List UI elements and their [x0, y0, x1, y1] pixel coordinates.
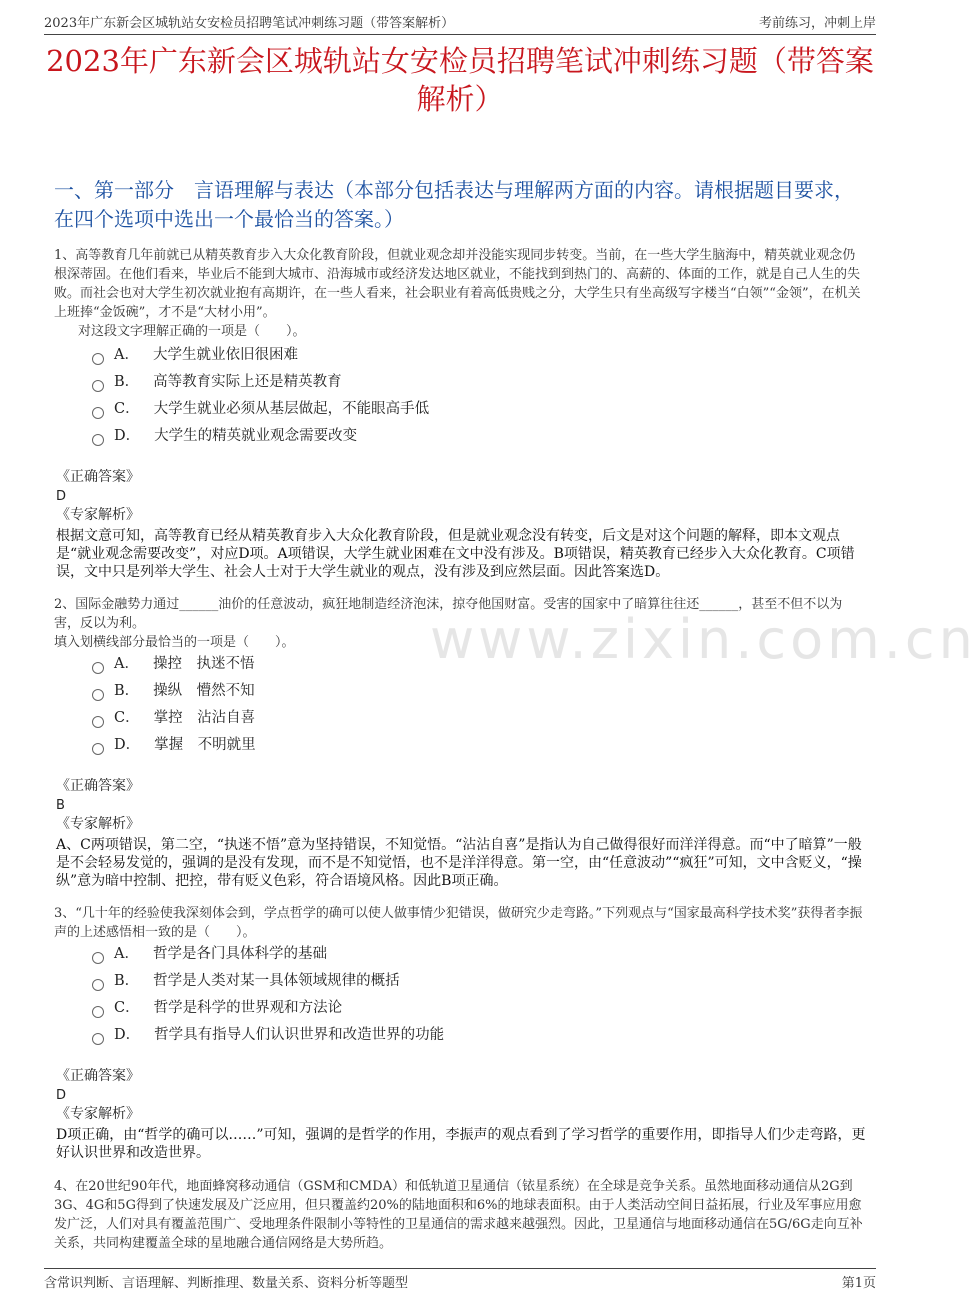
question-prompt: 对这段文字理解正确的一项是（ ）。: [78, 324, 306, 339]
option-b[interactable]: [92, 369, 429, 396]
option-a[interactable]: [92, 941, 444, 968]
question-stem-text: 2、国际金融势力通过______油价的任意波动，疯狂地制造经济泡沫，掠夺他国财富。受害的国家中了暗算往往还______，甚至不但不以为害，反以为利。: [54, 597, 843, 631]
question-2-stem: [54, 595, 868, 652]
radio-icon[interactable]: [92, 689, 104, 701]
option-key: D．: [114, 428, 141, 444]
watermark: www.zixin.com.cn: [430, 608, 977, 671]
answer-tag: 《正确答案》: [56, 1068, 140, 1084]
radio-icon[interactable]: [92, 407, 104, 419]
question-stem-text: 3、“几十年的经验使我深刻体会到，学点哲学的确可以使人做事情少犯错误，做研究少走弯路。”下列观点与“国家最高科学技术奖”获得者李振声的上述感悟相一致的是（ ）。: [54, 906, 863, 940]
option-text: 操控 执迷不悟: [152, 656, 255, 672]
question-2-answer: [56, 777, 866, 834]
option-key: C．: [114, 1000, 140, 1016]
question-1-options: [92, 342, 429, 450]
option-text: 大学生的精英就业观念需要改变: [154, 428, 358, 444]
explain-tag: 《专家解析》: [56, 507, 140, 523]
option-text: 哲学是科学的世界观和方法论: [153, 1000, 343, 1016]
radio-icon[interactable]: [92, 952, 104, 964]
option-text: 哲学具有指导人们认识世界和改造世界的功能: [154, 1027, 445, 1043]
option-text: 哲学是人类对某一具体领域规律的概括: [153, 973, 400, 989]
option-key: D．: [114, 1027, 141, 1043]
question-3-stem: [54, 904, 868, 942]
radio-icon[interactable]: [92, 380, 104, 392]
radio-icon[interactable]: [92, 434, 104, 446]
option-a[interactable]: [92, 651, 256, 678]
question-stem-text: 1、高等教育几年前就已从精英教育步入大众化教育阶段，但就业观念却并没能实现同步转变。当前，在一些大学生脑海中，精英就业观念仍根深蒂固。在他们看来，毕业后不能到大城市、沿海城市或经济发达地区就业，不能找到到热门的、高薪的、体面的工作，就是自己人生的失败。而社会也对大学生初次就业抱有高期许，在一些人看来，社会职业有着高低贵贱之分，大学生只有坐高级写字楼当“白领”“金领”，在机关上班捧“金饭碗”，才不是“大材小用”。: [54, 248, 861, 320]
option-key: A．: [114, 347, 139, 363]
question-1-answer: [56, 468, 866, 525]
option-text: 高等教育实际上还是精英教育: [153, 374, 342, 390]
option-key: B．: [114, 683, 140, 699]
option-c[interactable]: [92, 396, 429, 423]
explain-tag: 《专家解析》: [56, 816, 140, 832]
header-slogan: 考前练习，冲刺上岸: [758, 16, 876, 31]
radio-icon[interactable]: [92, 716, 104, 728]
header-doc-title: 2023年广东新会区城轨站女安检员招聘笔试冲刺练习题（带答案解析）: [44, 16, 455, 31]
radio-icon[interactable]: [92, 353, 104, 365]
option-key: B．: [114, 973, 140, 989]
page-number: 第1页: [841, 1276, 876, 1291]
answer-value: D: [56, 1088, 67, 1103]
radio-icon[interactable]: [92, 743, 104, 755]
question-2-options: [92, 651, 256, 759]
option-key: A．: [114, 656, 139, 672]
question-1-stem: [54, 246, 868, 341]
answer-tag: 《正确答案》: [56, 469, 140, 485]
option-d[interactable]: [92, 1022, 444, 1049]
question-4-stem: [54, 1177, 868, 1253]
section-heading: 一、第一部分 言语理解与表达（本部分包括表达与理解两方面的内容。请根据题目要求，在四个选项中选出一个最恰当的答案。）: [54, 178, 854, 231]
page-footer: [44, 1268, 876, 1291]
question-3-answer: [56, 1067, 866, 1124]
question-3-options: [92, 941, 444, 1049]
answer-value: B: [56, 798, 65, 813]
option-b[interactable]: [92, 678, 256, 705]
question-prompt: 填入划横线部分最恰当的一项是（ ）。: [54, 635, 295, 650]
explain-tag: 《专家解析》: [56, 1106, 140, 1122]
radio-icon[interactable]: [92, 979, 104, 991]
option-text: 大学生就业必须从基层做起，不能眼高手低: [153, 401, 430, 417]
option-text: 大学生就业依旧很困难: [152, 347, 298, 363]
option-key: C．: [114, 710, 140, 726]
radio-icon[interactable]: [92, 1006, 104, 1018]
option-text: 掌控 沾沾自喜: [153, 710, 256, 726]
option-d[interactable]: [92, 732, 256, 759]
option-b[interactable]: [92, 968, 444, 995]
answer-value: D: [56, 489, 67, 504]
option-key: C．: [114, 401, 140, 417]
option-d[interactable]: [92, 423, 429, 450]
page-header: [44, 12, 876, 35]
option-c[interactable]: [92, 705, 256, 732]
option-key: B．: [114, 374, 140, 390]
answer-tag: 《正确答案》: [56, 778, 140, 794]
option-a[interactable]: [92, 342, 429, 369]
option-c[interactable]: [92, 995, 444, 1022]
option-text: 操纵 懵然不知: [153, 683, 255, 699]
question-3-explanation: D项正确，由“哲学的确可以……”可知，强调的是哲学的作用，李振声的观点看到了学习哲学的重要作用，即指导人们少走弯路，更好认识世界和改造世界。: [56, 1127, 866, 1161]
footer-topics: 含常识判断、言语理解、判断推理、数量关系、资料分析等题型: [44, 1276, 409, 1291]
question-2-explanation: A、C两项错误，第二空，“执迷不悟”意为坚持错误，不知觉悟。“沾沾自喜”是指认为自己做得很好而洋洋得意。而“中了暗算”一般是不会轻易发觉的，强调的是没有发现，而不是不知觉悟，也不是洋洋得意。第一空，由“任意波动”“疯狂”可知，文中含贬义，“操纵”意为暗中控制、把控，带有贬义色彩，符合语境风格。因此B项正确。: [56, 837, 862, 889]
option-text: 哲学是各门具体科学的基础: [152, 946, 327, 962]
question-1-explanation: 根据文意可知，高等教育已经从精英教育步入大众化教育阶段，但是就业观念没有转变，后文是对这个问题的解释，即本文观点是“就业观念需要改变”，对应D项。A项错误，大学生就业困难在文中没有涉及。B项错误，精英教育已经步入大众化教育。C项错误，文中只是列举大学生、社会人士对于大学生就业的观点，没有涉及到应然层面。因此答案选D。: [56, 528, 855, 580]
option-text: 掌握 不明就里: [154, 737, 256, 753]
option-key: D．: [114, 737, 141, 753]
question-stem-text: 4、在20世纪90年代，地面蜂窝移动通信（GSM和CMDA）和低轨道卫星通信（铱星系统）在全球是竞争关系。虽然地面移动通信从2G到3G、4G和5G得到了快速发展及广泛应用，但只覆盖约20%的陆地面积和6%的地球表面积。由于人类活动空间日益拓展，行业及军事应用愈发广泛，人们对具有覆盖范围广、受地理条件限制小等特性的卫星通信的需求越来越强烈。因此，卫星通信与地面移动通信在5G/6G走向互补关系，共同构建覆盖全球的星地融合通信网络是大势所趋。: [54, 1179, 863, 1251]
radio-icon[interactable]: [92, 1033, 104, 1045]
document-title: 2023年广东新会区城轨站女安检员招聘笔试冲刺练习题（带答案解析）: [46, 44, 874, 116]
radio-icon[interactable]: [92, 662, 104, 674]
option-key: A．: [114, 946, 139, 962]
